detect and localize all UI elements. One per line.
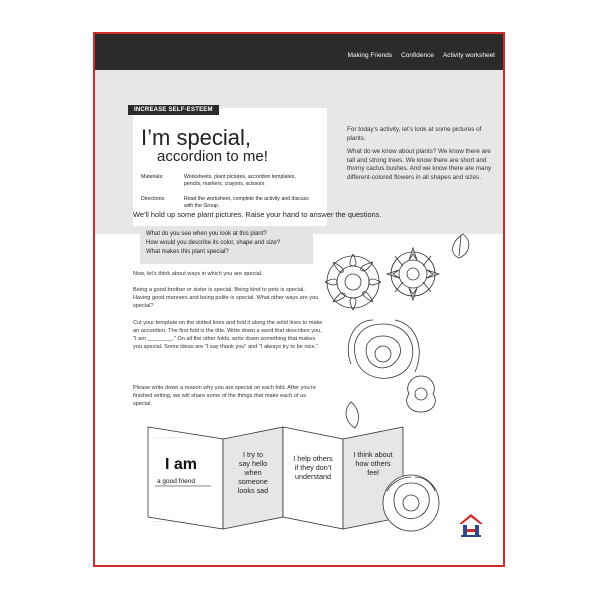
materials-label: Materials:	[141, 174, 164, 180]
materials-value: Worksheets, plant pictures, accordion templates, pencils, markers, crayons, scissors	[184, 174, 296, 188]
directions-value: Read the worksheet, complete the activity and discuss with the Group.	[184, 196, 309, 210]
panel2-line-2: say hello	[238, 459, 268, 468]
top-bar	[95, 34, 503, 70]
accordion-title: I am	[165, 456, 198, 473]
page-subtitle: accordion to me!	[157, 148, 268, 165]
directions-label: Directions:	[141, 196, 166, 202]
house-logo-icon	[457, 512, 485, 538]
question-1: What do you see when you look at this plant?	[146, 231, 267, 237]
questions-box	[140, 227, 313, 264]
rose-icon	[348, 320, 419, 378]
panel3-line-3: understand	[295, 472, 331, 481]
panel2-line-4: someone	[238, 477, 268, 486]
directions-row	[141, 196, 314, 210]
question-2: How would you describe its color, shape and size?	[146, 240, 281, 246]
paragraph-3: Cut your template on the dotted lines and fold it along the solid lines to make an accordion. The first fold is the title. Write down a word that describes you, "I am ________." On all the other folds, write down something that makes you special. Some ideas are "I say thank you" and "I always try to be nice."	[133, 320, 323, 350]
panel4-line-3: feel	[367, 468, 379, 477]
category-tag: INCREASE SELF-ESTEEM	[128, 105, 219, 115]
flower-icon	[407, 376, 436, 412]
worksheet-page	[93, 32, 505, 567]
panel4-line-1: I think about	[353, 450, 393, 459]
svg-text:· · · · · · · · · · · · · · ·: · · · · · · · · · · · · · · ·	[153, 435, 189, 440]
paragraph-4: Please write down a reason why you are special on each fold. After you’re finished writing, we will share some of the things that make each of us special.	[133, 385, 316, 407]
paragraph-2: Being a good brother or sister is special. Being kind to pets is special. Having good manners and being polite is special. What other ways are you special?	[133, 287, 319, 309]
panel3-line-1: I help others	[293, 454, 333, 463]
rose-icon	[383, 475, 439, 531]
accordion-subtitle: a good friend	[157, 478, 195, 485]
nav-making-friends[interactable]: Making Friends	[347, 52, 393, 59]
panel3-line-2: if they don’t	[294, 463, 332, 472]
nav-confidence[interactable]: Confidence	[401, 52, 434, 59]
intro-paragraph-1: For today’s activity, let’s look at some pictures of plants.	[347, 126, 482, 142]
materials-row	[141, 174, 314, 188]
flower-illustration	[313, 224, 493, 444]
question-3: What makes this plant special?	[146, 249, 229, 255]
title-card	[133, 108, 327, 226]
intro-paragraph-2: What do we know about plants? We know there are tall and strong trees. We know there are short and thorny cactus bushes. And we know there are many different-colored flowers in all shapes and sizes.	[347, 148, 492, 181]
paragraph-1: Now, let’s think about ways in which you are special.	[133, 271, 263, 277]
flower-icon	[387, 248, 439, 300]
svg-text:· · · · · · · · · · · · · · ·: · · · · · · · · · · · · · · ·	[153, 519, 189, 524]
accordion-template	[143, 417, 443, 537]
page-title: I’m special,	[141, 125, 252, 150]
flower-icon	[325, 254, 381, 310]
intro-text	[347, 126, 497, 188]
nav-links	[348, 52, 495, 59]
nav-activity-worksheet[interactable]: Activity worksheet	[442, 52, 495, 59]
lead-sentence: We’ll hold up some plant pictures. Raise your hand to answer the questions.	[133, 210, 382, 219]
panel2-line-1: I try to	[243, 450, 263, 459]
panel2-line-3: when	[244, 468, 262, 477]
panel2-line-5: looks sad	[237, 486, 269, 495]
panel4-line-2: how others	[355, 459, 391, 468]
